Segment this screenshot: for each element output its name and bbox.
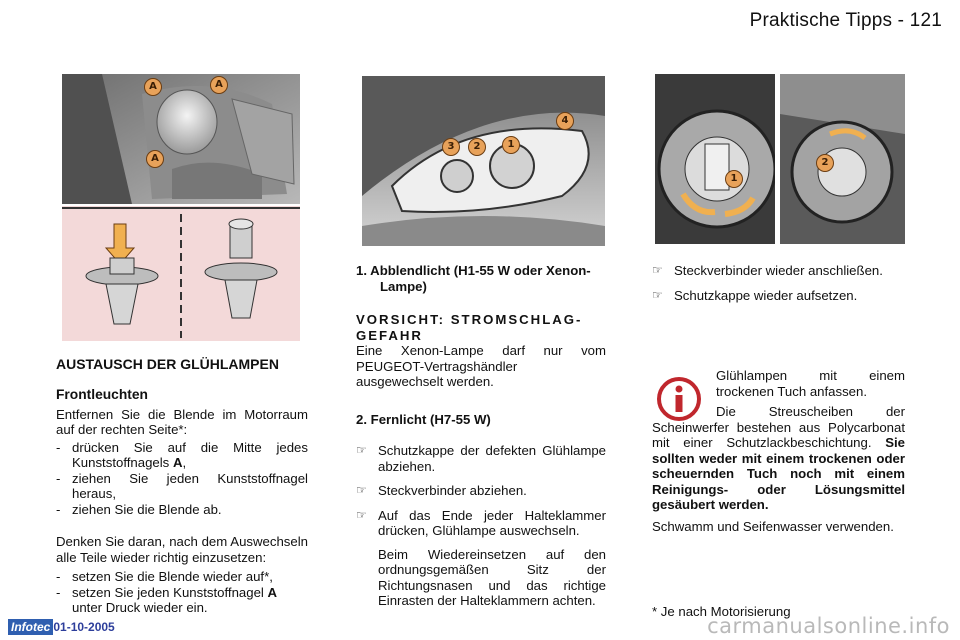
intro-text: Entfernen Sie die Blende im Motorraum auf der rechten Seite*:: [56, 406, 308, 437]
list-item: ☞ Schutzkappe wieder aufsetzen.: [652, 287, 858, 303]
reminder-text: Denken Sie daran, nach dem Auswechseln alle Teile wieder richtig einzusetzen:: [56, 534, 308, 565]
note-cleaning: Schwamm und Seifenwasser verwenden.: [652, 518, 894, 534]
label-1-bulb: 1: [725, 170, 743, 188]
engine-bay-photo: [62, 74, 300, 204]
reinstall-steps: [56, 569, 308, 616]
pointing-hand-icon: ☞: [356, 507, 367, 522]
bulb-drawing-left: [655, 74, 775, 244]
list-item: - ziehen Sie die Blende ab.: [56, 501, 222, 517]
middle-column: [356, 263, 606, 618]
headlamp-drawing: [362, 76, 605, 246]
list-item: - setzen Sie die Blende wieder auf*,: [56, 569, 273, 584]
label-a-2: A: [146, 150, 164, 168]
warning-title: VORSICHT: STROMSCHLAG-GEFAHR: [356, 312, 583, 343]
bulb-photo-left: [655, 74, 775, 244]
left-column: [56, 356, 308, 616]
pin-drawing: [62, 206, 300, 341]
note-lens: Die Streuscheiben der Scheinwerfer bestehen aus Polycarbonat mit einer Schutzlackbeschichtung. Sie sollten weder mit einem trockenen oder scheuernden Tuch noch mit einem Reinigungs- oder Lösungsmittel gesäubert werden.: [652, 404, 905, 512]
item-low-beam: 1. Abblendlicht (H1-55 W oder Xenon-Lampe): [356, 263, 591, 294]
label-a-3: A: [210, 76, 228, 94]
pointing-hand-icon: ☞: [356, 443, 367, 457]
label-3: 3: [442, 138, 460, 156]
section-subtitle: Frontleuchten: [56, 387, 148, 402]
list-item: ☞ Steckverbinder wieder anschließen.: [652, 263, 883, 278]
watermark: carmanualsonline.info: [707, 614, 950, 638]
page-header: Praktische Tipps - 121: [749, 10, 942, 31]
label-2: 2: [468, 138, 486, 156]
reassembly-steps: [652, 263, 905, 303]
high-beam-steps: [356, 443, 606, 609]
list-item: ☞ Steckverbinder abziehen.: [356, 483, 527, 498]
label-a-1: A: [144, 78, 162, 96]
headlamp-photo: [362, 76, 605, 246]
pin-illustration: [62, 206, 300, 341]
item-high-beam: 2. Fernlicht (H7-55 W): [356, 411, 491, 427]
bulb-photo-right: [780, 74, 905, 244]
label-1: 1: [502, 136, 520, 154]
engine-bay-drawing: [62, 74, 300, 204]
bullet-extra: Beim Wiedereinsetzen auf den ordnungsgemäßen Sitz der Richtungsnasen und das richtige Einrasten der Halteklammern achten.: [378, 546, 606, 608]
info-note: [652, 368, 905, 534]
warning-text: Eine Xenon-Lampe darf nur vom PEUGEOT-Vertragshändler ausgewechselt werden.: [356, 343, 606, 389]
pointing-hand-icon: ☞: [652, 263, 663, 277]
bulb-drawing-right: [780, 74, 905, 244]
list-item: - ziehen Sie jeden Kunststoffnagel heraus,: [56, 470, 308, 501]
pointing-hand-icon: ☞: [652, 287, 663, 302]
footer-date: Infotec 01-10-2005: [8, 620, 115, 634]
label-2-bulb: 2: [816, 154, 834, 172]
section-title: AUSTAUSCH DER GLÜHLAMPEN: [56, 356, 279, 372]
removal-steps: [56, 440, 308, 518]
footnote: * Je nach Motorisierung: [652, 604, 791, 619]
list-item: ☞ Schutzkappe der defekten Glühlampe abziehen.: [356, 443, 606, 474]
note-handling: Glühlampen mit einem trockenen Tuch anfassen.: [716, 368, 905, 399]
list-item: - drücken Sie auf die Mitte jedes Kunststoffnagels A,: [56, 439, 308, 470]
label-4: 4: [556, 112, 574, 130]
list-item: - setzen Sie jeden Kunststoffnagel A unter Druck wieder ein.: [56, 584, 278, 615]
right-column: [652, 263, 905, 312]
list-item: ☞ Auf das Ende jeder Halteklammer drücken, Glühlampe auswechseln. Beim Wiedereinsetzen auf den ordnungsgemäßen Sitz der Richtungsnasen und das richtige Einrasten der Halteklammern achten.: [356, 507, 606, 608]
pointing-hand-icon: ☞: [356, 483, 367, 497]
infotec-logo: Infotec: [8, 619, 53, 635]
